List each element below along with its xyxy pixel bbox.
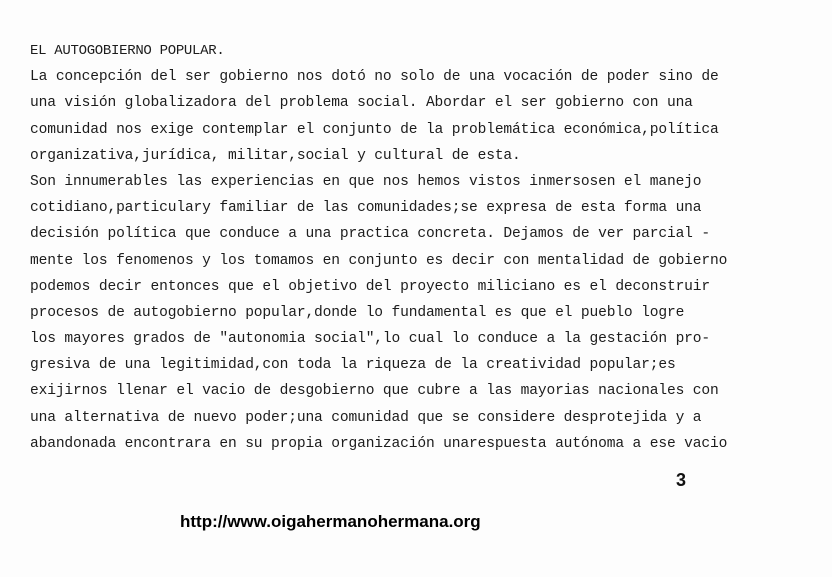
text-line: organizativa,jurídica, militar,social y cultural de esta. [30,147,521,164]
text-line: comunidad nos exige contemplar el conjunto de la problemática económica,política [30,121,719,138]
page-number: 3 [676,470,687,490]
text-line: abandonada encontrara en su propia organización unarespuesta autónoma a ese vacio [30,435,728,452]
text-line: una alternativa de nuevo poder;una comunidad que se considere desprotejida y a [30,409,702,426]
document-heading: EL AUTOGOBIERNO POPULAR. [30,43,225,59]
text-line: cotidiano,particulary familiar de las comunidades;se expresa de esta forma una [30,200,702,217]
text-line: exijirnos llenar el vacio de desgobierno que cubre a las mayorias nacionales con [30,383,719,400]
text-line: podemos decir entonces que el objetivo del proyecto miliciano es el deconstruir [30,278,711,295]
text-line: mente los fenomenos y los tomamos en conjunto es decir con mentalidad de gobierno [30,252,728,269]
text-line: La concepción del ser gobierno nos dotó no solo de una vocación de poder sino de [30,69,719,86]
document-body [30,38,820,457]
text-line: una visión globalizadora del problema social. Abordar el ser gobierno con una [30,95,693,112]
text-line: Son innumerables las experiencias en que nos hemos vistos inmersosen el manejo [30,173,702,190]
text-line: decisión política que conduce a una practica concreta. Dejamos de ver parcial - [30,226,711,243]
text-line: gresiva de una legitimidad,con toda la riqueza de la creatividad popular;es [30,357,676,374]
text-line: los mayores grados de "autonomia social",lo cual lo conduce a la gestación pro- [30,331,711,348]
text-line: procesos de autogobierno popular,donde lo fundamental es que el pueblo logre [30,304,685,321]
source-url[interactable]: http://www.oigahermanohermana.org [180,512,481,531]
